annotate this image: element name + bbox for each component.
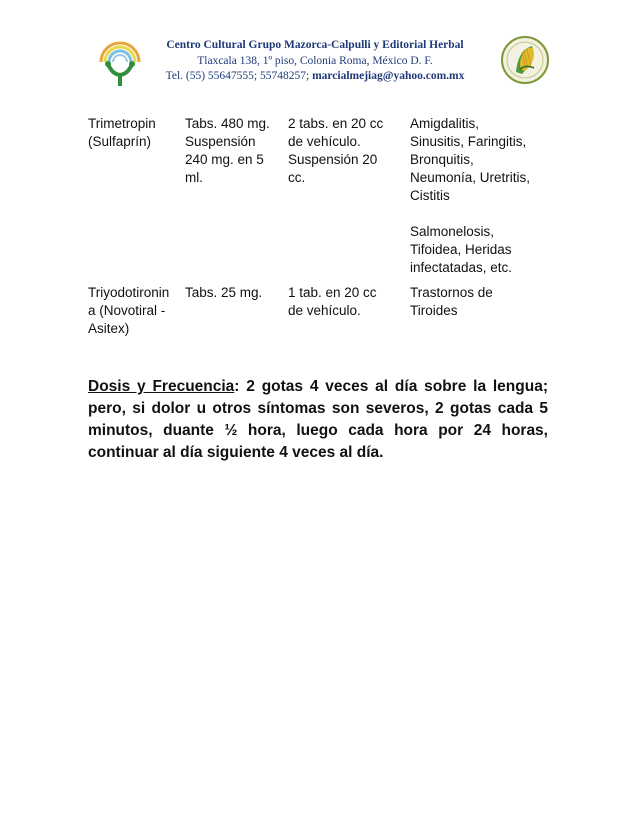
presentation: Tabs. 480 mg. Suspensión 240 mg. en 5 ml. [185, 116, 270, 185]
dosage-text: : 2 gotas 4 veces al día sobre la lengua; pero, si dolor u otros síntomas son severos, 2 gotas cada 5 minutos, duante ½ hora, luego cada hora por 24 horas, continuar al día siguiente 4 veces al día. [88, 378, 548, 461]
table-row [88, 115, 548, 280]
medication-name: Triyodotironin a (Novotiral - Asitex) [88, 285, 170, 336]
indications: Amigdalitis, Sinusitis, Faringitis, Bronquitis, Neumonía, Uretritis, Cistitis Salmonelosis, Tifoidea, Heridas infectatadas, etc. [410, 115, 548, 277]
indications: Trastornos de Tiroides [410, 285, 493, 318]
organization-name: Centro Cultural Grupo Mazorca-Calpulli y Editorial Herbal [166, 39, 464, 51]
mazorca-logo-icon [95, 38, 145, 88]
presentation: Tabs. 25 mg. [185, 285, 263, 300]
dosage-label: Dosis y Frecuencia [88, 378, 235, 395]
corn-seal-icon [500, 34, 550, 86]
dose: 2 tabs. en 20 cc de vehículo. Suspensión 20 cc. [288, 116, 384, 185]
phone-numbers: Tel. (55) 55647555; 55748257; [165, 70, 313, 82]
organization-address: Tlaxcala 138, 1º piso, Colonia Roma, México D. F. [197, 55, 433, 67]
letterhead-text [140, 38, 490, 84]
paragraph-gap [410, 205, 548, 223]
organization-contact [140, 69, 490, 84]
medication-table [88, 115, 548, 344]
medication-name: Trimetropin (Sulfaprín) [88, 116, 156, 149]
contact-email: marcialmejiag@yahoo.com.mx [312, 70, 465, 82]
letterhead [0, 0, 638, 90]
table-row [88, 284, 548, 344]
dose: 1 tab. en 20 cc de vehículo. [288, 285, 377, 318]
dosage-paragraph [88, 376, 548, 464]
